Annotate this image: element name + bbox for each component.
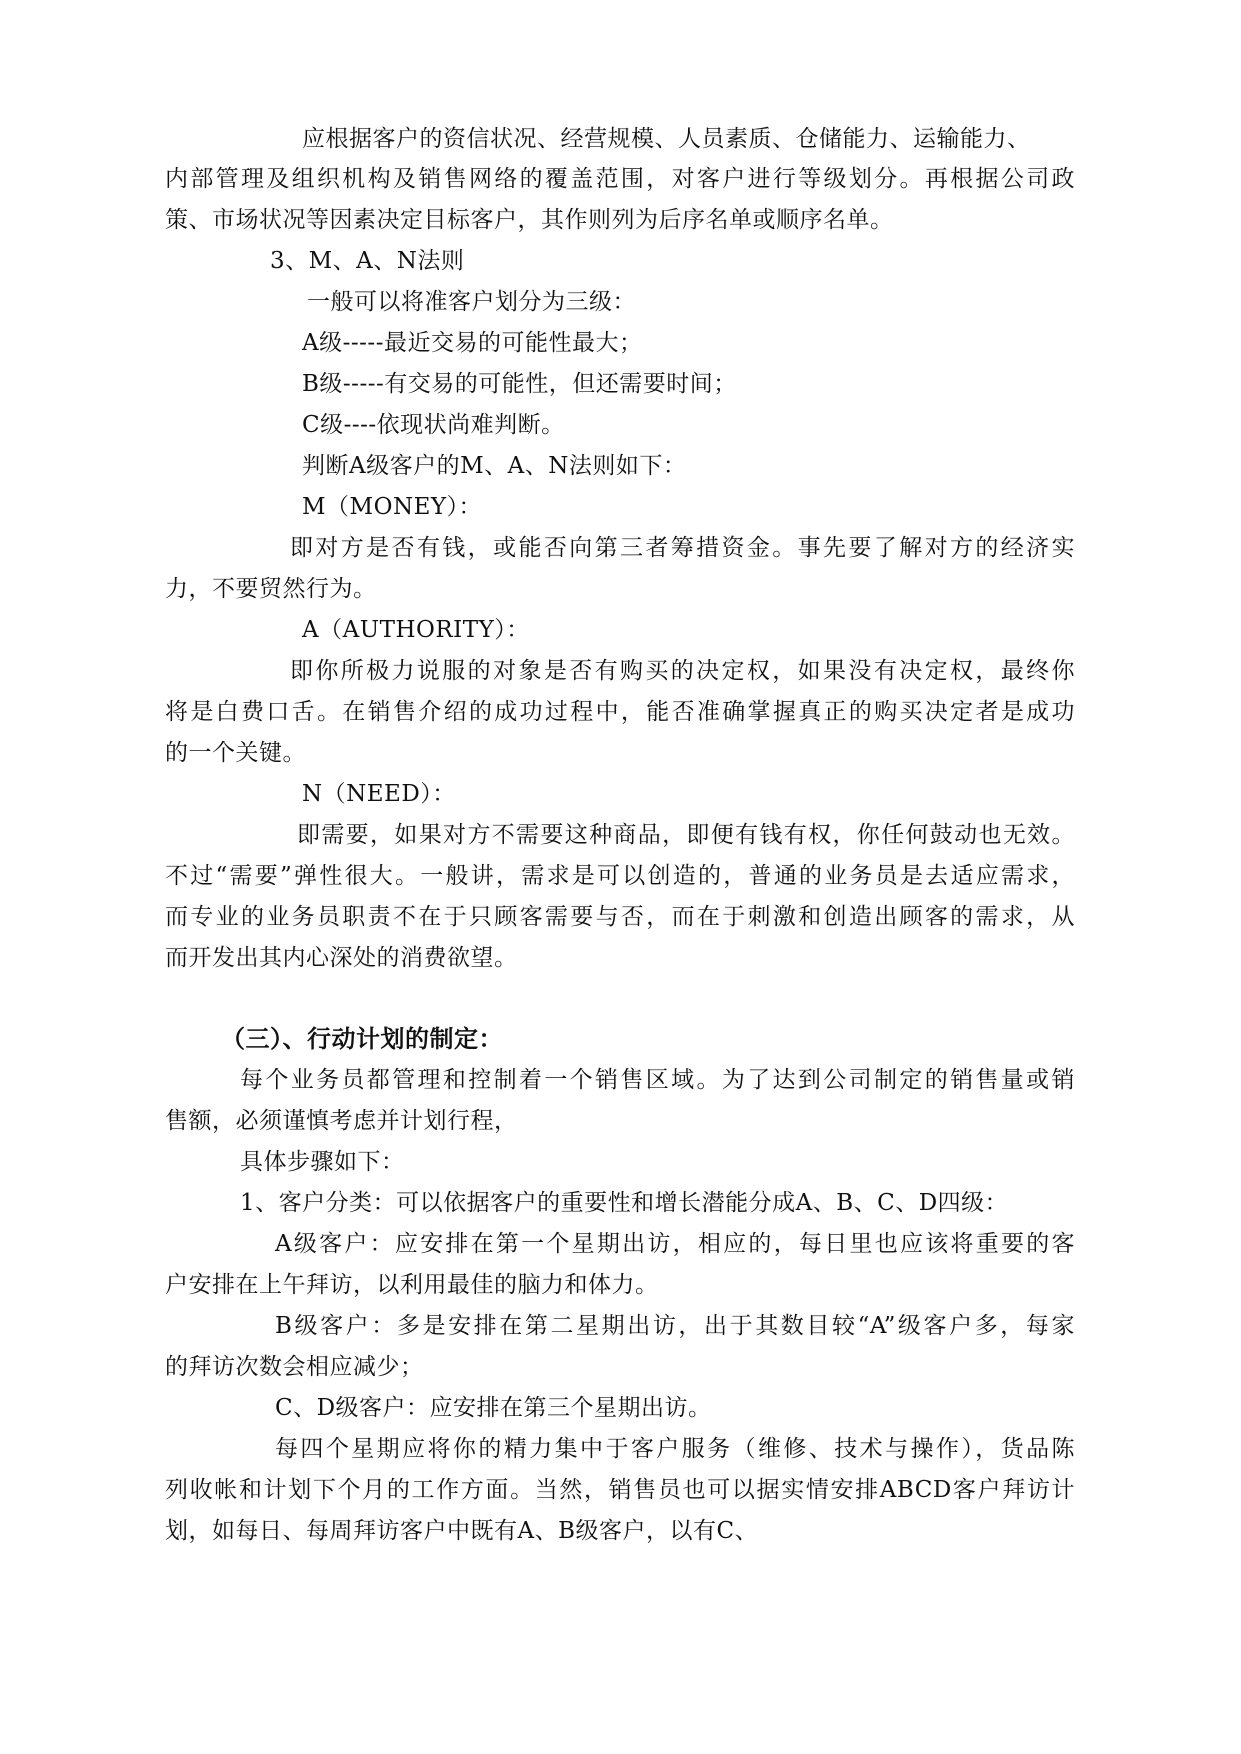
paragraph-line: 每四个星期应将你的精力集中于客户服务（维修、技术与操作），货品陈	[275, 1436, 1075, 1462]
section-heading: （三）、行动计划的制定：	[221, 1024, 503, 1053]
paragraph-line: 1、客户分类：可以依据客户的重要性和增长潜能分成A、B、C、D四级：	[240, 1190, 1009, 1216]
paragraph-line: 售额，必须谨慎考虑并计划行程，	[165, 1108, 518, 1134]
list-item: B级-----有交易的可能性，但还需要时间；	[302, 371, 737, 397]
paragraph-line: 即需要，如果对方不需要这种商品，即便有钱有权，你任何鼓动也无效。	[297, 822, 1075, 848]
paragraph-line: A级客户：应安排在第一个星期出访，相应的，每日里也应该将重要的客	[275, 1231, 1075, 1257]
paragraph-line: 而专业的业务员职责不在于只顾客需要与否，而在于刺激和创造出顾客的需求，从	[165, 904, 1075, 930]
section-heading: 3、M、A、N法则	[270, 248, 465, 274]
paragraph-line: 的拜访次数会相应减少；	[165, 1354, 424, 1380]
paragraph-line: 力，不要贸然行为。	[165, 576, 377, 602]
paragraph-line: 将是白费口舌。在销售介绍的成功过程中，能否准确掌握真正的购买决定者是成功	[165, 699, 1075, 725]
paragraph-line: 一般可以将准客户划分为三级：	[307, 289, 636, 315]
paragraph-line: 判断A级客户的M、A、N法则如下：	[302, 453, 687, 479]
paragraph-line: 具体步骤如下：	[240, 1149, 405, 1175]
paragraph-line: 即你所极力说服的对象是否有购买的决定权，如果没有决定权，最终你	[290, 658, 1075, 684]
list-item: A级-----最近交易的可能性最大；	[302, 330, 643, 356]
paragraph-line: 而开发出其内心深处的消费欲望。	[165, 945, 518, 971]
subheading: N（NEED）：	[302, 781, 456, 807]
paragraph-line: 不过“需要”弹性很大。一般讲，需求是可以创造的，普通的业务员是去适应需求，	[165, 863, 1075, 889]
list-item: C级----依现状尚难判断。	[302, 412, 565, 438]
paragraph-line: 策、市场状况等因素决定目标客户，其作则列为后序名单或顺序名单。	[165, 207, 894, 233]
subheading: A（AUTHORITY）：	[302, 617, 530, 643]
paragraph-line: 内部管理及组织机构及销售网络的覆盖范围，对客户进行等级划分。再根据公司政	[165, 166, 1075, 192]
paragraph-line: 划，如每日、每周拜访客户中既有A、B级客户，以有C、	[165, 1518, 759, 1544]
subheading: M（MONEY）：	[302, 494, 483, 520]
paragraph-line: 应根据客户的资信状况、经营规模、人员素质、仓储能力、运输能力、	[302, 126, 1031, 152]
paragraph-line: 即对方是否有钱，或能否向第三者筹措资金。事先要了解对方的经济实	[290, 535, 1075, 561]
paragraph-line: 户安排在上午拜访，以利用最佳的脑力和体力。	[165, 1272, 659, 1298]
paragraph-line: 列收帐和计划下个月的工作方面。当然，销售员也可以据实情安排ABCD客户拜访计	[165, 1477, 1075, 1503]
paragraph-line: 每个业务员都管理和控制着一个销售区域。为了达到公司制定的销售量或销	[240, 1067, 1075, 1093]
paragraph-line: C、D级客户：应安排在第三个星期出访。	[275, 1395, 712, 1421]
paragraph-line: B级客户：多是安排在第二星期出访，出于其数目较“A”级客户多，每家	[275, 1313, 1075, 1339]
paragraph-line: 的一个关键。	[165, 740, 306, 766]
